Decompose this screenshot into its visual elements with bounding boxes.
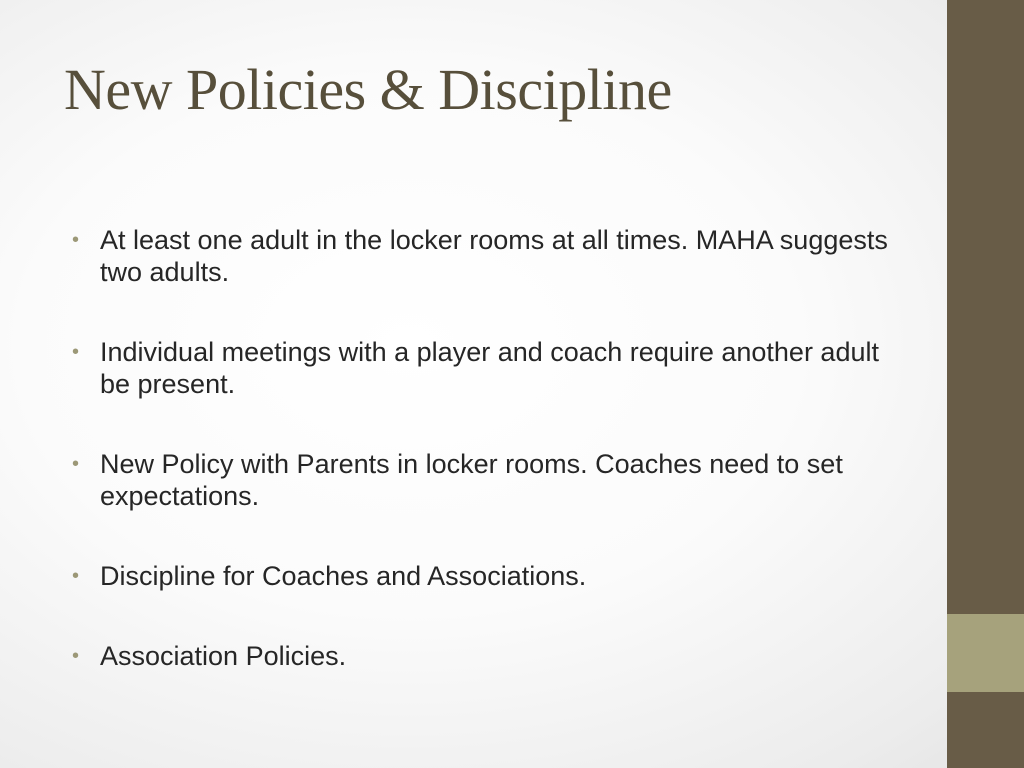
bullet-icon: • xyxy=(72,229,80,251)
bullet-item xyxy=(72,336,912,400)
bullet-item xyxy=(72,224,912,288)
bullet-text: Association Policies. xyxy=(100,641,347,671)
side-bar-accent xyxy=(947,614,1024,692)
bullet-text: Individual meetings with a player and coach require another adult be present. xyxy=(100,337,879,399)
bullet-list xyxy=(72,224,912,720)
bullet-item xyxy=(72,560,912,592)
bullet-text: Discipline for Coaches and Associations. xyxy=(100,561,587,591)
bullet-icon: • xyxy=(72,565,80,587)
bullet-item xyxy=(72,640,912,672)
bullet-icon: • xyxy=(72,453,80,475)
slide-title: New Policies & Discipline xyxy=(64,57,672,122)
bullet-icon: • xyxy=(72,645,80,667)
bullet-text: New Policy with Parents in locker rooms. Coaches need to set expectations. xyxy=(100,449,843,511)
bullet-text: At least one adult in the locker rooms at all times. MAHA suggests two adults. xyxy=(100,225,888,287)
bullet-icon: • xyxy=(72,341,80,363)
bullet-item xyxy=(72,448,912,512)
